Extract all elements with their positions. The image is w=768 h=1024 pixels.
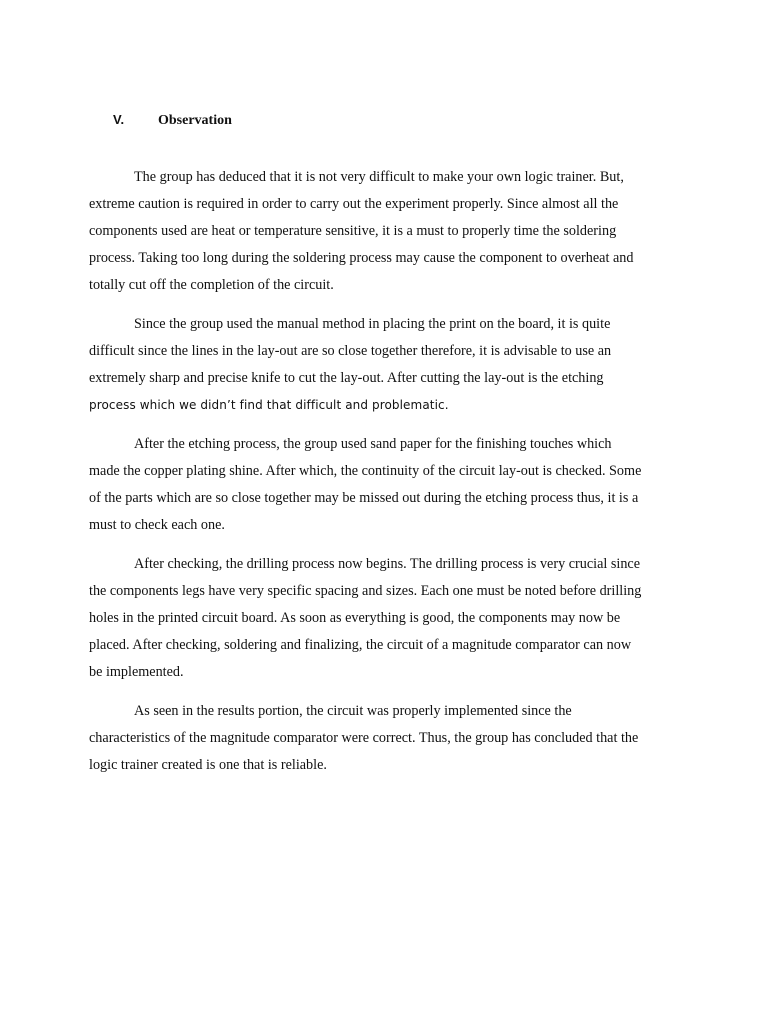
paragraph-line: holes in the printed circuit board. As soon as everything is good, the components may now be bbox=[89, 610, 621, 626]
paragraph-line: of the parts which are so close together may be missed out during the etching process thus, it is a bbox=[89, 490, 639, 506]
paragraph-line: difficult since the lines in the lay-out are so close together therefore, it is advisable to use an bbox=[89, 343, 612, 359]
section-number: V. bbox=[113, 112, 125, 127]
paragraph-3 bbox=[89, 431, 689, 539]
paragraph-line: be implemented. bbox=[89, 664, 184, 680]
paragraph-line: made the copper plating shine. After which, the continuity of the circuit lay-out is checked. Some bbox=[89, 463, 642, 479]
paragraph-line: extreme caution is required in order to carry out the experiment properly. Since almost all the bbox=[89, 196, 619, 212]
paragraph-line: Since the group used the manual method in placing the print on the board, it is quite bbox=[134, 316, 611, 332]
paragraph-line: the components legs have very specific spacing and sizes. Each one must be noted before drilling bbox=[89, 583, 642, 599]
paragraph-line: characteristics of the magnitude comparator were correct. Thus, the group has concluded that the bbox=[89, 730, 639, 746]
paragraph-1 bbox=[89, 164, 689, 299]
section-heading bbox=[113, 111, 232, 130]
paragraph-5 bbox=[89, 698, 689, 779]
paragraph-line: totally cut off the completion of the circuit. bbox=[89, 277, 334, 293]
paragraph-line: extremely sharp and precise knife to cut the lay-out. After cutting the lay-out is the etching bbox=[89, 370, 604, 386]
paragraph-line: The group has deduced that it is not very difficult to make your own logic trainer. But, bbox=[134, 169, 624, 185]
paragraph-line: After checking, the drilling process now begins. The drilling process is very crucial since bbox=[134, 556, 641, 572]
body-text bbox=[89, 164, 689, 791]
section-title: Observation bbox=[158, 113, 232, 128]
paragraph-2 bbox=[89, 311, 689, 419]
paragraph-line: logic trainer created is one that is reliable. bbox=[89, 757, 327, 773]
paragraph-line: placed. After checking, soldering and finalizing, the circuit of a magnitude comparator can now bbox=[89, 637, 632, 653]
paragraph-line: process. Taking too long during the soldering process may cause the component to overheat and bbox=[89, 250, 634, 266]
paragraph-line: After the etching process, the group used sand paper for the finishing touches which bbox=[134, 436, 612, 452]
paragraph-4 bbox=[89, 551, 689, 686]
paragraph-line: As seen in the results portion, the circuit was properly implemented since the bbox=[134, 703, 572, 719]
paragraph-line: process which we didn’t find that difficult and problematic. bbox=[89, 398, 449, 412]
paragraph-line: components used are heat or temperature sensitive, it is a must to properly time the soldering bbox=[89, 223, 617, 239]
paragraph-line: must to check each one. bbox=[89, 517, 225, 533]
